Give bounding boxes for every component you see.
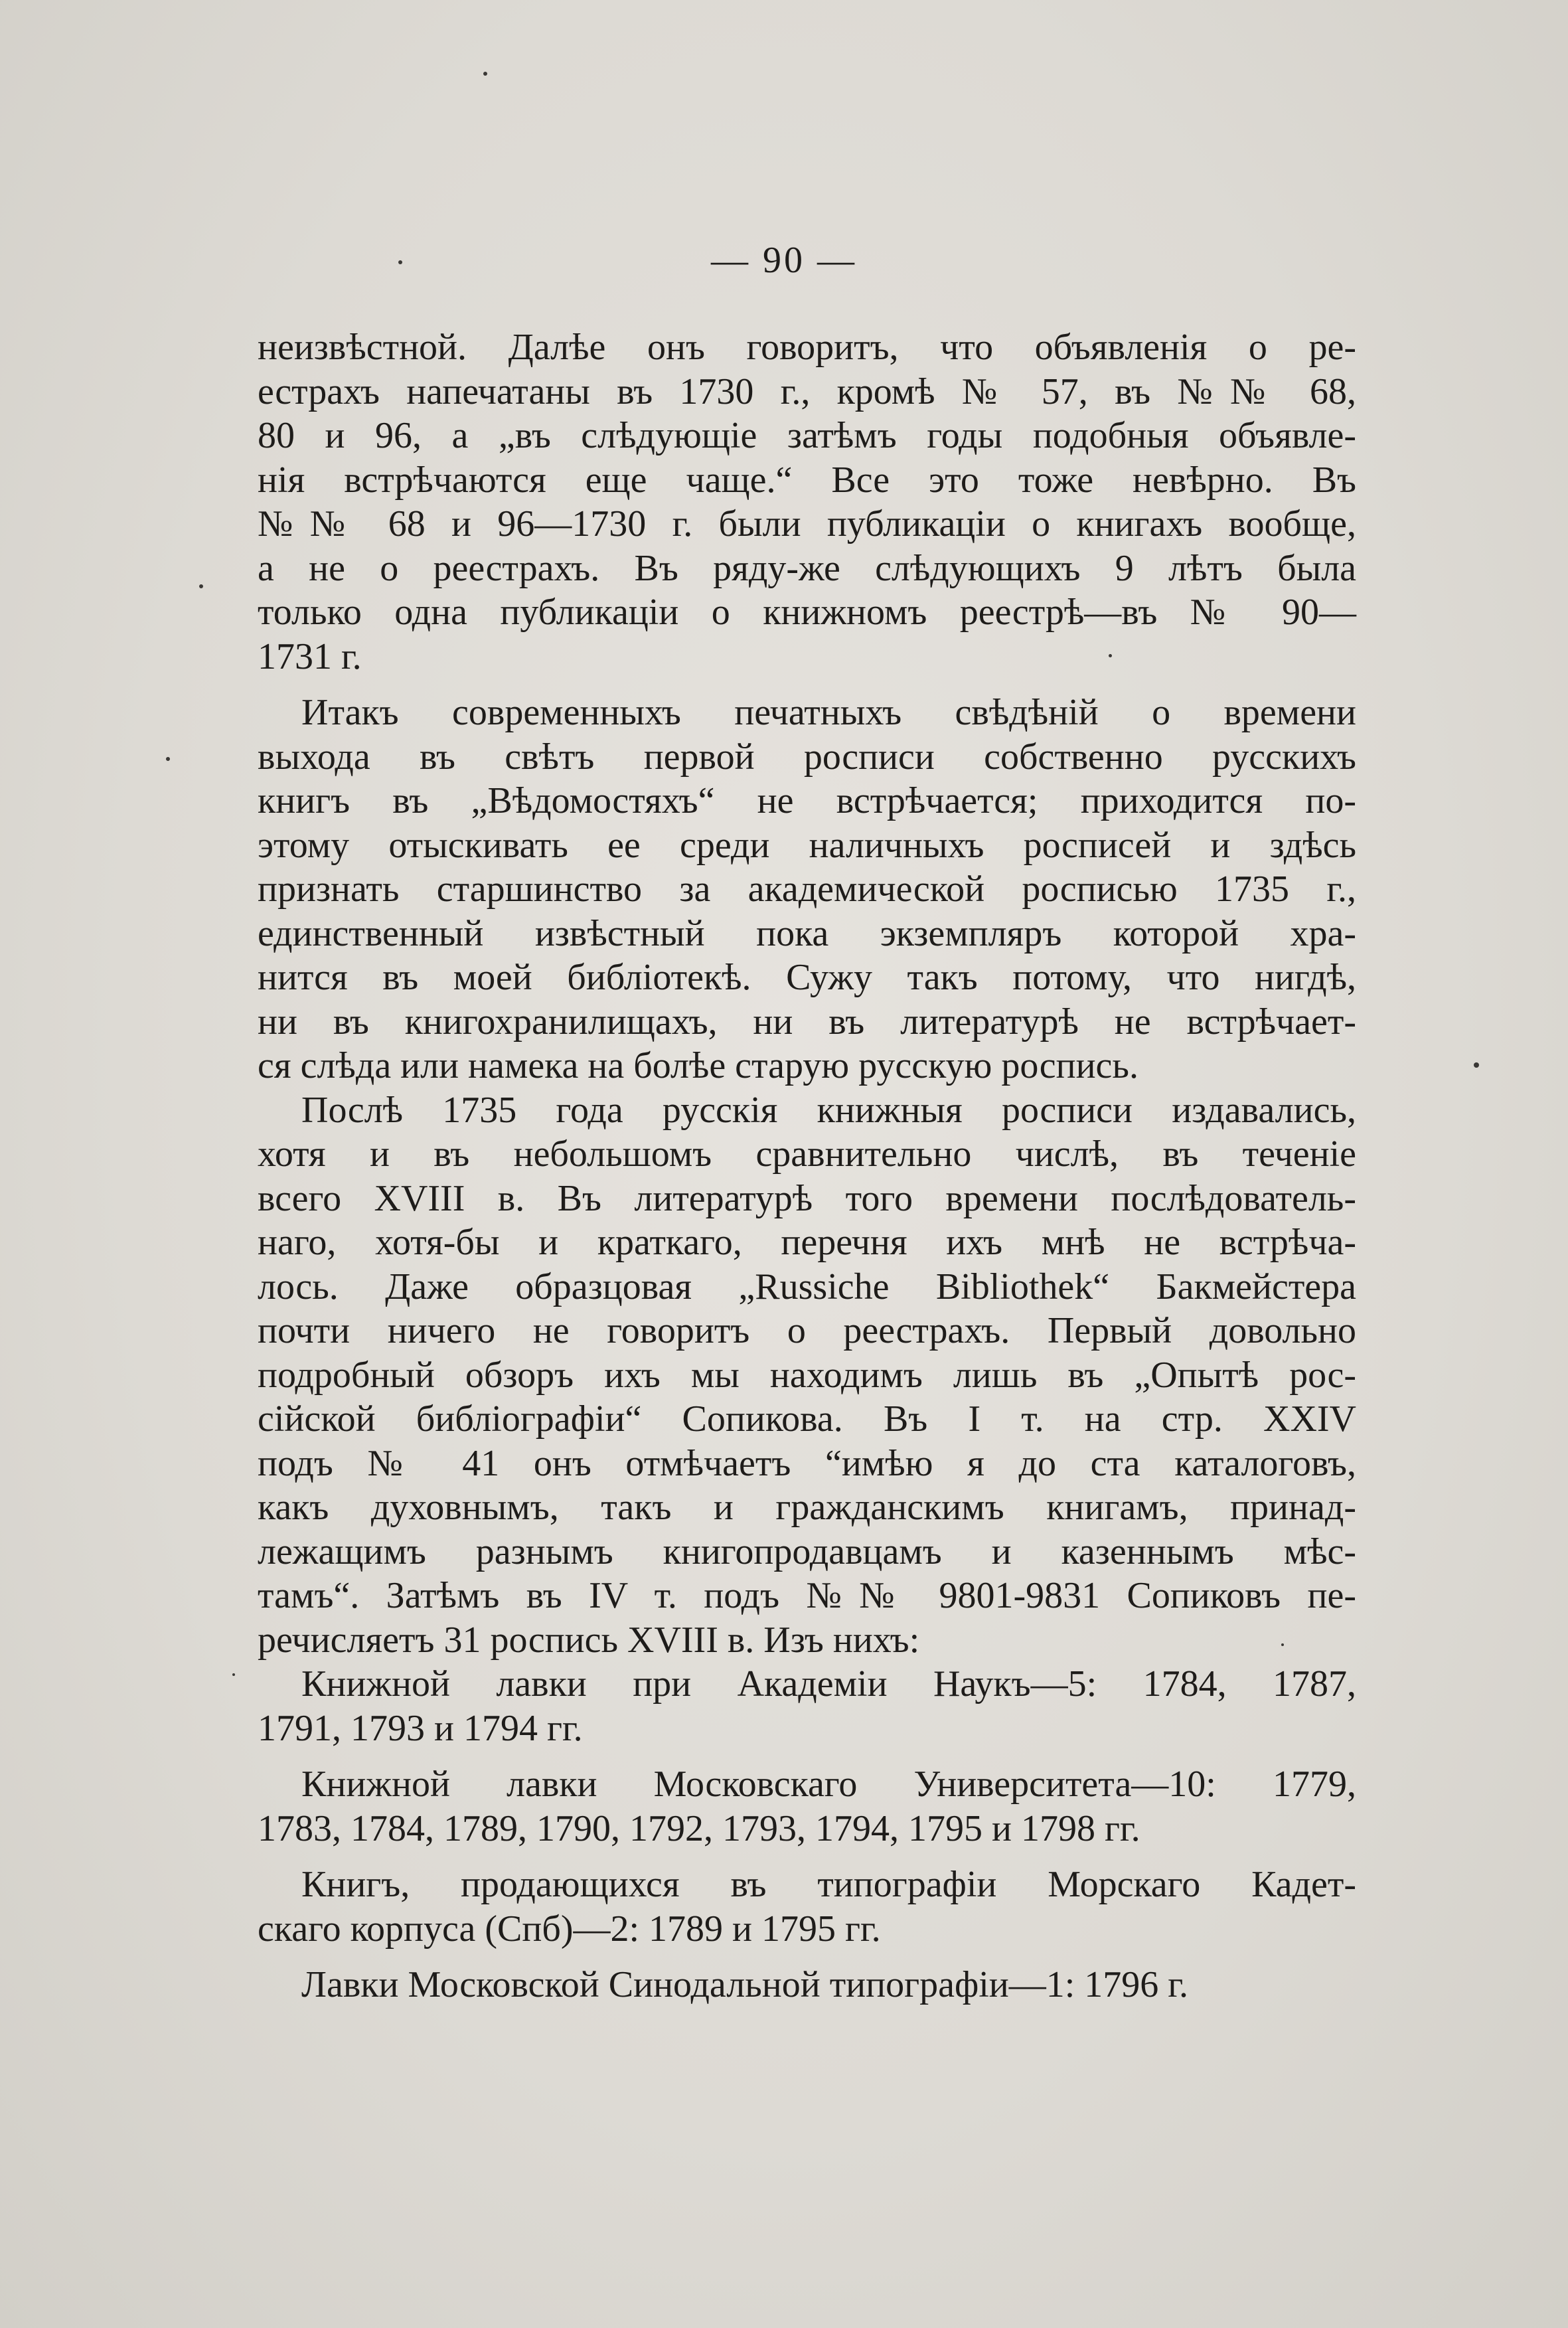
text-line: признать старшинство за академической росписью 1735 г.,: [258, 869, 1356, 910]
text-line: тамъ“. Затѣмъ въ IV т. подъ №№ 9801-9831 Сопиковъ пе-: [258, 1575, 1356, 1616]
page-number: — 90 —: [711, 240, 857, 281]
paper-speck: [1281, 1643, 1284, 1646]
body-text: [258, 325, 1356, 2007]
text-line: Книгъ, продающихся въ типографіи Морскаго Кадет-: [301, 1864, 1356, 1905]
text-line: 1791, 1793 и 1794 гг.: [258, 1707, 583, 1749]
text-line: Послѣ 1735 года русскія книжныя росписи издавались,: [301, 1089, 1356, 1131]
text-line: лось. Даже образцовая „Russiche Bibliothek“ Бакмейстера: [258, 1266, 1356, 1307]
paper-speck: [398, 260, 402, 264]
paragraph: [258, 325, 1356, 679]
text-line: 80 и 96, а „въ слѣдующіе затѣмъ годы подобныя объявле-: [258, 415, 1356, 456]
text-line: речисляетъ 31 роспись XVIII в. Изъ нихъ:: [258, 1619, 920, 1661]
paper-speck: [1109, 654, 1112, 657]
list-item: [258, 1963, 1356, 2007]
text-line: естрахъ напечатаны въ 1730 г., кромѣ № 57, въ №№ 68,: [258, 371, 1356, 412]
text-line: подъ № 41 онъ отмѣчаетъ “имѣю я до ста каталоговъ,: [258, 1442, 1356, 1484]
text-line: единственный извѣстный пока экземпляръ которой хра-: [258, 912, 1356, 954]
text-line: лежащимъ разнымъ книгопродавцамъ и казеннымъ мѣс-: [258, 1531, 1356, 1572]
text-line: Книжной лавки при Академіи Наукъ—5: 1784, 1787,: [301, 1663, 1356, 1704]
text-line: Итакъ современныхъ печатныхъ свѣдѣній о времени: [301, 692, 1356, 733]
paper-speck: [1474, 1062, 1479, 1068]
text-line: Книжной лавки Московскаго Университета—10: 1779,: [301, 1764, 1356, 1805]
text-line: всего XVIII в. Въ литературѣ того времени послѣдователь-: [258, 1177, 1356, 1219]
list-item: [258, 1863, 1356, 1951]
text-line: №№ 68 и 96—1730 г. были публикаціи о книгахъ вообще,: [258, 503, 1356, 544]
paper-speck: [199, 584, 203, 588]
text-line: 1783, 1784, 1789, 1790, 1792, 1793, 1794, 1795 и 1798 гг.: [258, 1807, 1140, 1849]
text-line: нія встрѣчаются еще чаще.“ Все это тоже невѣрно. Въ: [258, 459, 1356, 501]
text-line: нится въ моей библіотекѣ. Сужу такъ потому, что нигдѣ,: [258, 957, 1356, 998]
paragraph: [258, 1088, 1356, 1663]
text-line: а не о реестрахъ. Въ ряду-же слѣдующихъ 9 лѣтъ была: [258, 547, 1356, 589]
paper-speck: [166, 757, 170, 761]
text-line: ся слѣда или намека на болѣе старую русскую роспись.: [258, 1045, 1138, 1086]
text-line: скаго корпуса (Спб)—2: 1789 и 1795 гг.: [258, 1908, 881, 1950]
text-line: наго, хотя-бы и краткаго, перечня ихъ мнѣ не встрѣча-: [258, 1222, 1356, 1263]
text-line: какъ духовнымъ, такъ и гражданскимъ книгамъ, принад-: [258, 1487, 1356, 1528]
text-line: почти ничего не говоритъ о реестрахъ. Первый довольно: [258, 1310, 1356, 1351]
list-item: [258, 1762, 1356, 1851]
text-line: 1731 г.: [258, 635, 362, 677]
text-line: только одна публикаціи о книжномъ реестрѣ—въ № 90—: [258, 592, 1356, 633]
paragraph: [258, 691, 1356, 1088]
text-line: сійской библіографіи“ Сопикова. Въ I т. на стр. XXIV: [258, 1398, 1356, 1440]
text-line: ни въ книгохранилищахъ, ни въ литературѣ не встрѣчает-: [258, 1001, 1356, 1042]
text-line: выхода въ свѣтъ первой росписи собственно русскихъ: [258, 736, 1356, 778]
text-line: этому отыскивать ее среди наличныхъ росписей и здѣсь: [258, 824, 1356, 866]
paper-speck: [232, 1673, 235, 1676]
text-line: Лавки Московской Синодальной типографіи—1: 1796 г.: [301, 1964, 1188, 2005]
text-line: хотя и въ небольшомъ сравнительно числѣ, въ теченіе: [258, 1133, 1356, 1175]
list-item: [258, 1662, 1356, 1750]
text-line: неизвѣстной. Далѣе онъ говоритъ, что объявленія о ре-: [258, 327, 1356, 368]
paper-speck: [483, 72, 487, 76]
text-line: книгъ въ „Вѣдомостяхъ“ не встрѣчается; приходится по-: [258, 780, 1356, 821]
text-line: подробный обзоръ ихъ мы находимъ лишь въ „Опытѣ рос-: [258, 1354, 1356, 1396]
